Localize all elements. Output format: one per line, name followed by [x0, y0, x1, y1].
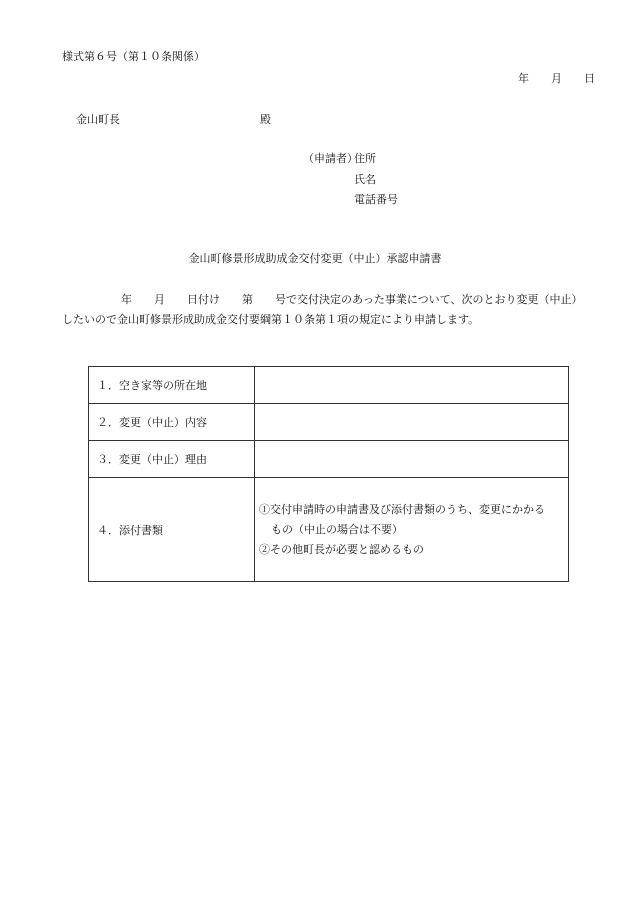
addressee-honorific: 殿	[260, 113, 271, 126]
row-value-change-content[interactable]	[255, 404, 569, 441]
form-number: 様式第６号（第１０条関係）	[62, 50, 205, 63]
row-label-change-reason: ３．変更（中止）理由	[89, 441, 255, 478]
applicant-label: （申請者）	[303, 152, 358, 165]
row-value-attachments	[255, 478, 569, 582]
date-month-label: 月	[551, 72, 562, 85]
application-items-table	[88, 366, 569, 582]
date-year-label: 年	[518, 72, 529, 85]
attachment-item-1-cont: もの（中止の場合は不要）	[271, 522, 403, 536]
date-line	[518, 70, 595, 86]
table-row	[89, 367, 569, 404]
row-value-change-reason[interactable]	[255, 441, 569, 478]
table-row	[89, 441, 569, 478]
row-label-attachments: ４．添付書類	[89, 478, 255, 582]
document-title: 金山町修景形成助成金交付変更（中止）承認申請書	[188, 252, 442, 265]
applicant-phone-label: 電話番号	[354, 193, 398, 206]
body-line-2: したいので金山町修景形成助成金交付要綱第１０条第１項の規定により申請します。	[62, 313, 480, 326]
row-value-location[interactable]	[255, 367, 569, 404]
body-line-1: 年 月 日付け 第 号で交付決定のあった事業について、次のとおり変更（中止）	[121, 293, 583, 306]
addressee-name: 金山町長	[76, 113, 120, 126]
row-label-location: １．空き家等の所在地	[89, 367, 255, 404]
date-day-label: 日	[584, 72, 595, 85]
row-label-change-content: ２．変更（中止）内容	[89, 404, 255, 441]
table-row	[89, 404, 569, 441]
attachment-item-2: ②その他町長が必要と認めるもの	[259, 542, 424, 556]
applicant-address-label: 住所	[354, 152, 376, 165]
applicant-name-label: 氏名	[354, 173, 376, 186]
attachment-item-1: ①交付申請時の申請書及び添付書類のうち、変更にかかる	[259, 502, 545, 516]
table-row	[89, 478, 569, 582]
